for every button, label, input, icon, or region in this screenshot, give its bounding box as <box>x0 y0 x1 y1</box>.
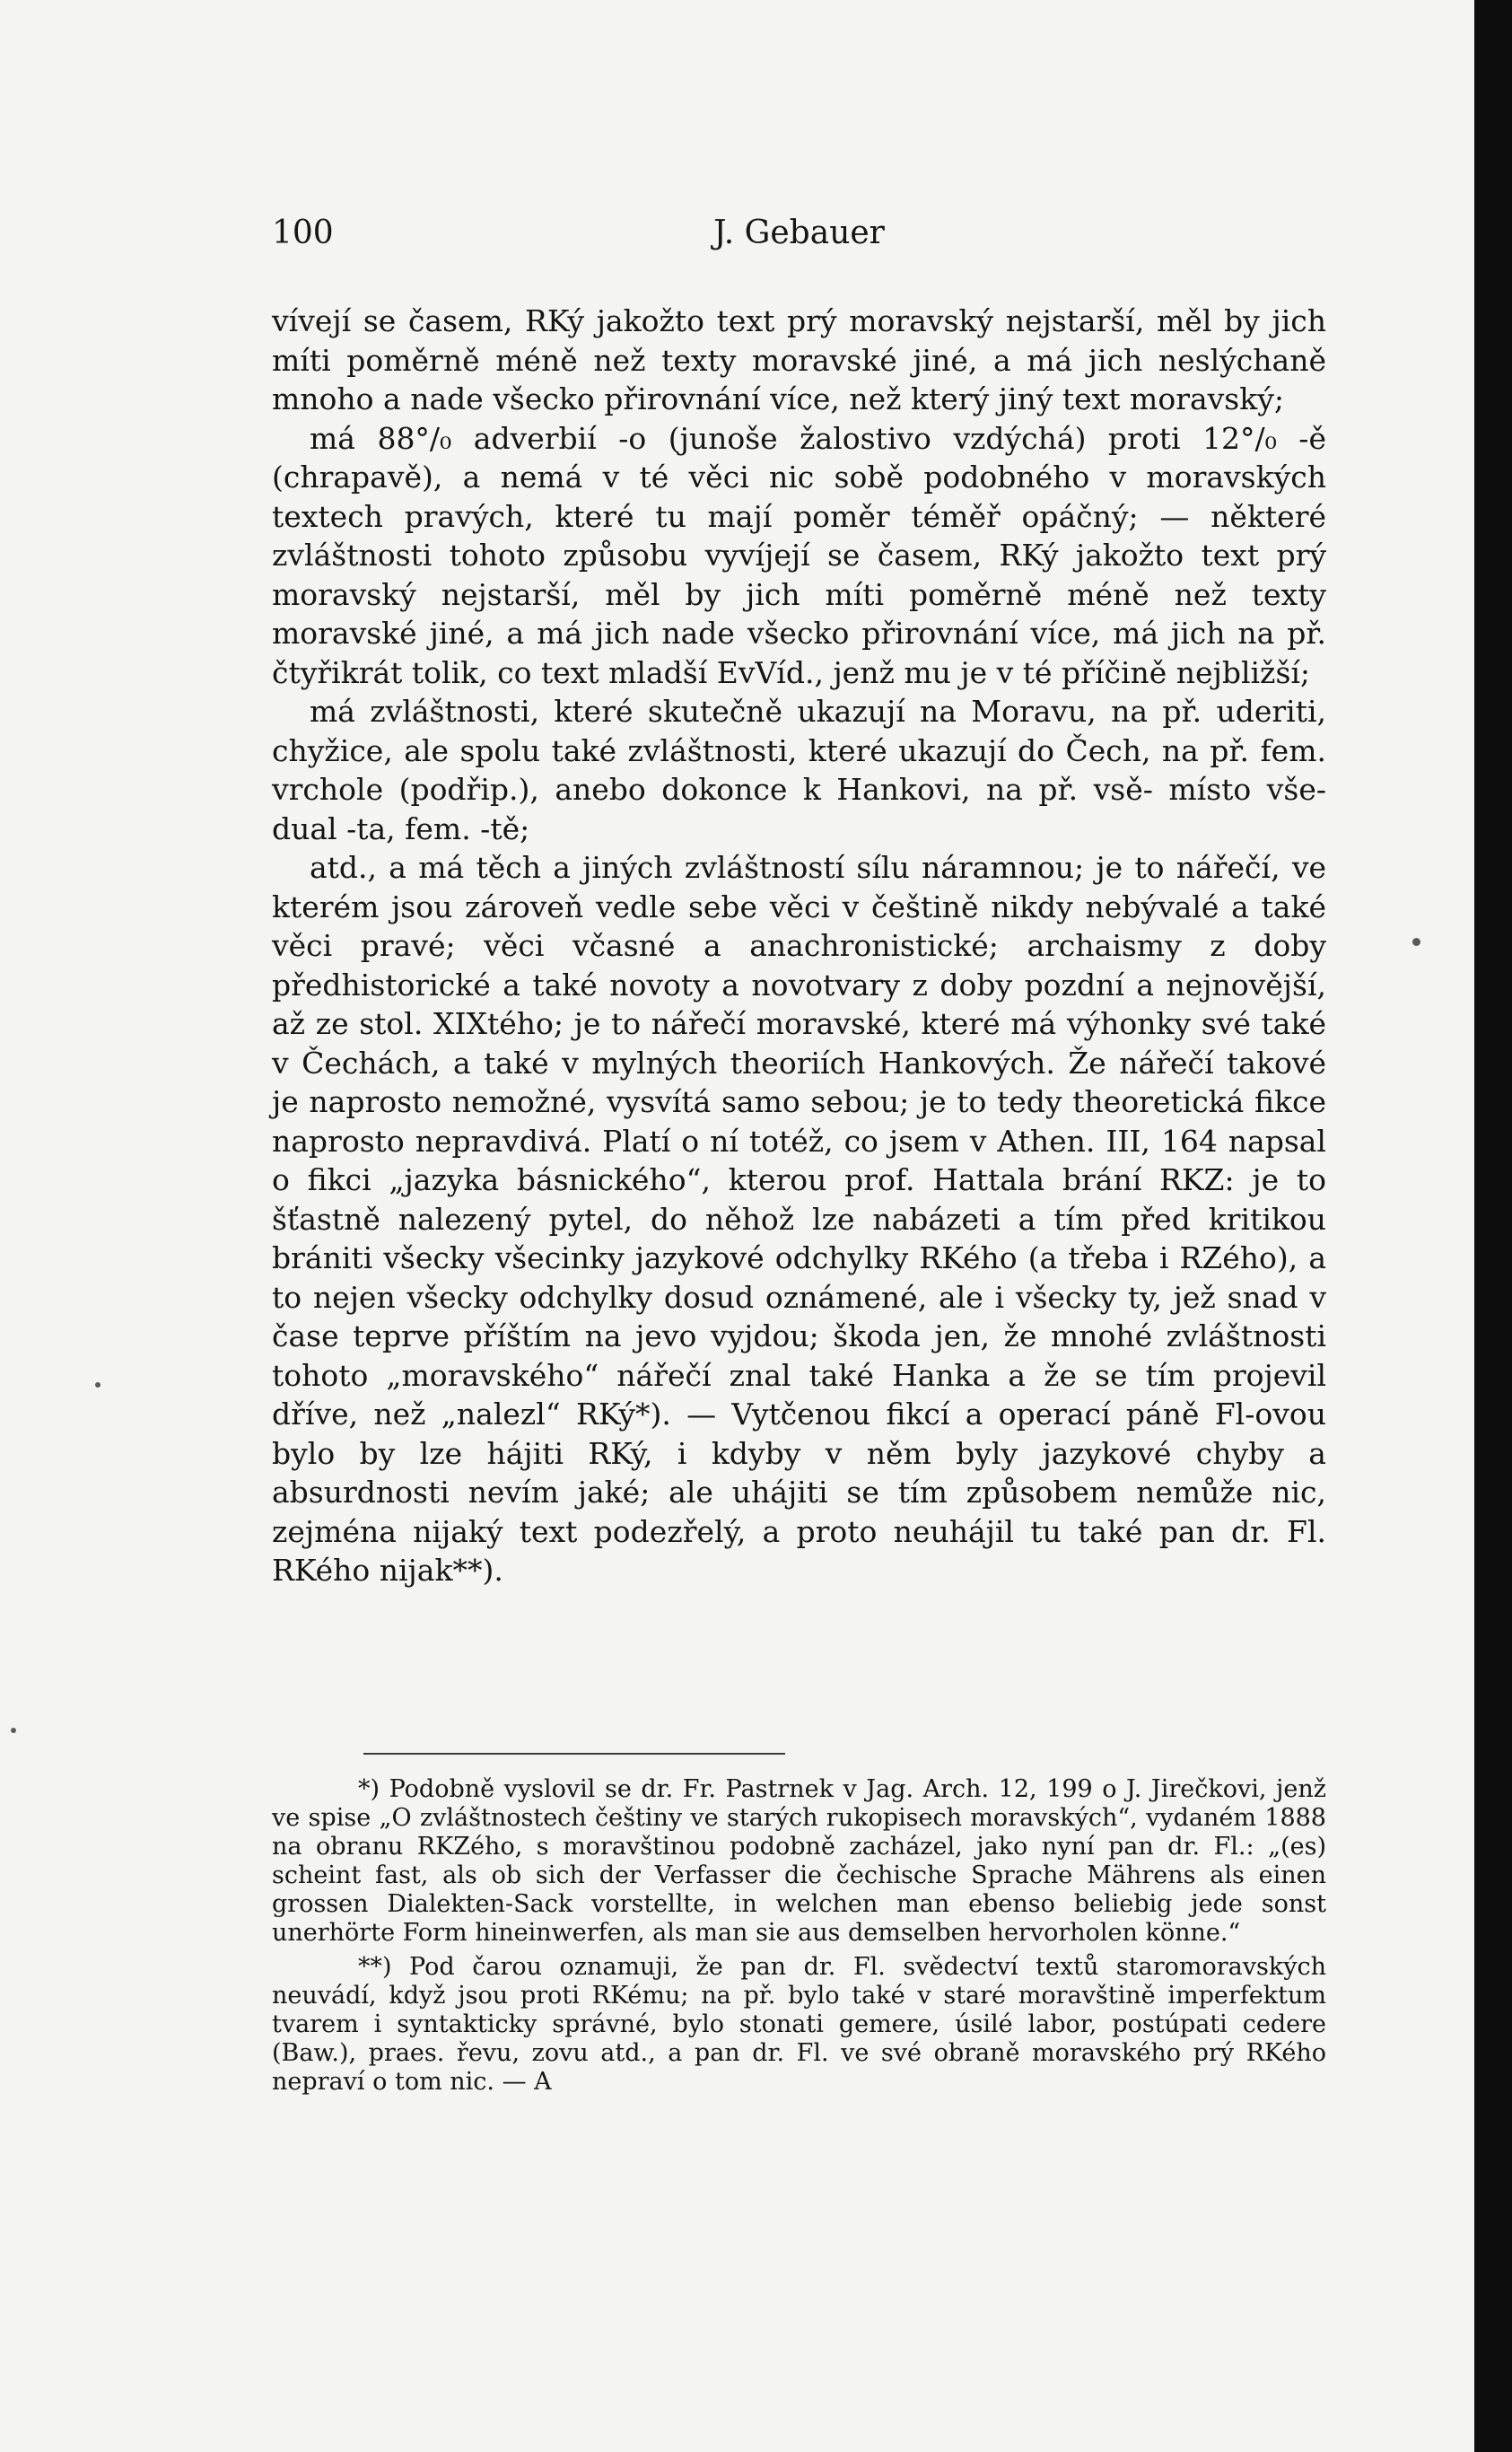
footnote-rule <box>363 1753 785 1755</box>
footnote-2: **) Pod čarou oznamuji, že pan dr. Fl. svědectví textů staromoravských neuvádí, když jsou proti RKému; na př. bylo také v staré moravštině imperfektum tvarem i syntakticky správné, bylo stonati gemere, úsilé labor, postúpati cedere (Baw.), praes. řevu, zovu atd., a pan dr. Fl. ve své obraně moravského prý RKého nepraví o tom nic. — A <box>272 1953 1326 2096</box>
page-number: 100 <box>272 215 334 251</box>
page-header <box>272 212 1326 255</box>
main-text <box>272 302 1326 1590</box>
running-head: J. Gebauer <box>713 215 885 251</box>
paragraph-4: atd., a má těch a jiných zvláštností sílu náramnou; je to nářečí, ve kterém jsou zároveň vedle sebe věci v češtině nikdy nebývalé a také věci pravé; věci včasné a anachronistické; archaismy z doby předhistorické a také novoty a novotvary z doby pozdní a nejnovější, až ze stol. XIXtého; je to nářečí moravské, které má výhonky své také v Čechách, a také v mylných theoriích Hankových. Že nářečí takové je naprosto nemožné, vysvítá samo sebou; je to tedy theoretická fikce naprosto nepravdivá. Platí o ní totéž, co jsem v Athen. III, 164 napsal o fikci „jazyka básnického“, kterou prof. Hattala brání RKZ: je to šťastně nalezený pytel, do něhož lze nabázeti a tím před kritikou brániti všecky všecinky jazykové odchylky RKého (a třeba i RZého), a to nejen všecky odchylky dosud oznámené, ale i všecky ty, jež snad v čase teprve příštím na jevo vyjdou; škoda jen, že mnohé zvláštnosti tohoto „moravského“ nářečí znal také Hanka a že se tím projevil dříve, než „nalezl“ RKý*). — Vytčenou fikcí a operací páně Fl-ovou bylo by lze hájiti RKý, i kdyby v něm byly jazykové chyby a absurdnosti nevím jaké; ale uhájiti se tím způsobem nemůže nic, zejména nijaký text podezřelý, a proto neuhájil tu také pan dr. Fl. RKého nijak**). <box>272 850 1326 1588</box>
paragraph-1: vívejí se časem, RKý jakožto text prý moravský nejstarší, měl by jich míti poměrně méně než texty moravské jiné, a má jich neslýchaně mnoho a nade všecko přirovnání více, než který jiný text moravský; <box>272 303 1326 416</box>
scan-speck <box>11 1728 16 1733</box>
scan-speck <box>1412 938 1420 946</box>
paragraph-3: má zvláštnosti, které skutečně ukazují na Moravu, na př. uderiti, chyžice, ale spolu také zvláštnosti, které ukazují do Čech, na př. fem. vrchole (podřip.), anebo dokonce k Hankovi, na př. vsě- místo vše- dual -ta, fem. -tě; <box>272 694 1326 846</box>
page-edge-shadow <box>1474 0 1512 2452</box>
footnote-1: *) Podobně vyslovil se dr. Fr. Pastrnek v Jag. Arch. 12, 199 o J. Jirečkovi, jenž ve spise „O zvláštnostech češtiny ve starých rukopisech moravských“, vydaném 1888 na obranu RKZého, s moravštinou podobně zacházel, jako nyní pan dr. Fl.: „(es) scheint fast, als ob sich der Verfasser die čechische Sprache Mährens als einen grossen Dialekten-Sack vorstellte, in welchen man ebenso beliebig jede sonst unerhörte Form hineinwerfen, als man sie aus demselben hervorholen könne.“ <box>272 1775 1326 1947</box>
scan-speck <box>95 1382 101 1388</box>
footnotes <box>272 1775 1326 2102</box>
paragraph-2: má 88°/₀ adverbií -o (junoše žalostivo vzdýchá) proti 12°/₀ -ě (chrapavě), a nemá v té věci nic sobě podobného v moravských textech pravých, které tu mají poměr téměř opáčný; — některé zvláštnosti tohoto způsobu vyvíjejí se časem, RKý jakožto text prý moravský nejstarší, měl by jich míti poměrně méně než texty moravské jiné, a má jich nade všecko přirovnání více, má jich na př. čtyřikrát tolik, co text mladší EvVíd., jenž mu je v té příčině nejbližší; <box>272 420 1326 690</box>
